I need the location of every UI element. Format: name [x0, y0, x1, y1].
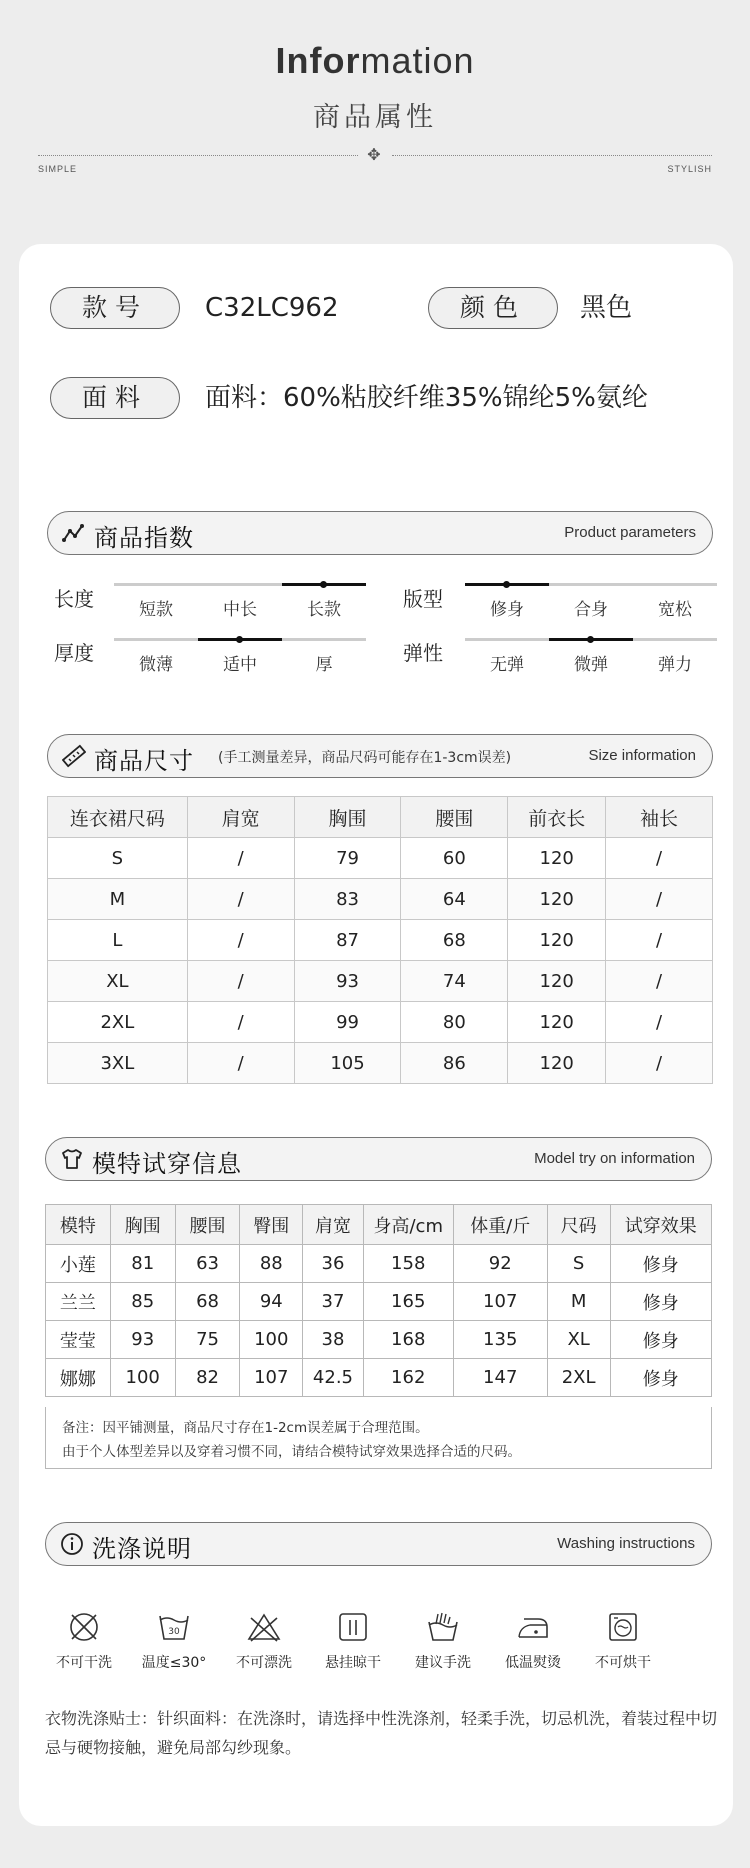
param-thickness-label: 厚度 — [54, 641, 94, 665]
wash-item-hand-wash — [403, 1610, 483, 1672]
cell: 107 — [240, 1359, 303, 1397]
size-note: (手工测量差异，商品尺码可能存在1-3cm误差) — [218, 750, 512, 766]
title-light: mation — [360, 40, 475, 81]
cell: 小莲 — [46, 1245, 111, 1283]
table-row — [48, 879, 713, 920]
cell: 娜娜 — [46, 1359, 111, 1397]
option: 长款 — [307, 600, 341, 620]
wash-title: 洗涤说明 — [92, 1535, 192, 1563]
cell: 38 — [303, 1321, 364, 1359]
header-cell: 胸围 — [294, 797, 401, 838]
header-cell: 身高/cm — [363, 1205, 453, 1245]
cell: 99 — [294, 1002, 401, 1043]
cell: 82 — [175, 1359, 240, 1397]
cell: 120 — [508, 1002, 606, 1043]
cell: 135 — [453, 1321, 547, 1359]
cell: M — [547, 1283, 610, 1321]
wash-label: 悬挂晾干 — [325, 1655, 381, 1671]
table-row — [48, 1002, 713, 1043]
option: 中长 — [223, 600, 257, 620]
cell: / — [606, 838, 713, 879]
option: 合身 — [574, 600, 608, 620]
params-en-title: Product parameters — [564, 524, 696, 541]
option: 适中 — [223, 655, 257, 675]
header-cell: 胸围 — [110, 1205, 175, 1245]
wash-item-temp — [134, 1610, 214, 1672]
cell: 79 — [294, 838, 401, 879]
option: 短款 — [139, 600, 173, 620]
cell: S — [547, 1245, 610, 1283]
wash-tips: 衣物洗涤贴士：针织面料：在洗涤时，请选择中性洗涤剂，轻柔手洗，切忌机洗，着装过程中切忌与硬物接触，避免局部勾纱现象。 — [45, 1709, 718, 1757]
option: 厚 — [315, 655, 333, 675]
tag-simple: SIMPLE — [38, 164, 78, 174]
cell: / — [187, 879, 294, 920]
cell: S — [48, 838, 188, 879]
cell: 165 — [363, 1283, 453, 1321]
cell: 修身 — [610, 1321, 712, 1359]
note-line-2: 由于个人体型差异以及穿着习惯不同，请结合模特试穿效果选择合适的尺码。 — [62, 1444, 521, 1460]
cell: / — [187, 1043, 294, 1084]
size-en-title: Size information — [588, 747, 696, 764]
wash-label: 建议手洗 — [415, 1655, 471, 1671]
wash-label: 不可烘干 — [595, 1655, 651, 1671]
option: 弹力 — [658, 655, 692, 675]
option: 微弹 — [574, 655, 608, 675]
cell: 92 — [453, 1245, 547, 1283]
fabric-value: 面料：60%粘胶纤维35%锦纶5%氨纶 — [205, 383, 648, 413]
wash-item-no-bleach — [224, 1610, 304, 1672]
tshirt-icon — [60, 1147, 84, 1171]
cell: 100 — [110, 1359, 175, 1397]
ruler-icon — [62, 744, 86, 768]
model-title: 模特试穿信息 — [92, 1150, 242, 1178]
selected-marker — [198, 638, 282, 641]
option: 无弹 — [490, 655, 524, 675]
cell: / — [187, 920, 294, 961]
cell: / — [606, 1043, 713, 1084]
divider-right — [392, 155, 712, 156]
model-table — [45, 1204, 712, 1397]
params-title: 商品指数 — [94, 524, 194, 552]
page-title — [0, 40, 750, 82]
option: 微薄 — [139, 655, 173, 675]
table-row — [46, 1321, 712, 1359]
cell: 2XL — [547, 1359, 610, 1397]
size-title: 商品尺寸 — [94, 747, 194, 775]
header-cell: 连衣裙尺码 — [48, 797, 188, 838]
table-row — [46, 1283, 712, 1321]
param-length-scale — [114, 583, 366, 620]
cell: / — [606, 879, 713, 920]
param-fit-scale — [465, 583, 717, 620]
selected-marker — [282, 583, 366, 586]
style-no-value: C32LC962 — [205, 293, 339, 323]
cell: 93 — [294, 961, 401, 1002]
table-row — [48, 920, 713, 961]
header-cell: 肩宽 — [303, 1205, 364, 1245]
cell: 莹莹 — [46, 1321, 111, 1359]
cell: 168 — [363, 1321, 453, 1359]
no-bleach-icon — [247, 1610, 281, 1644]
cell: 120 — [508, 838, 606, 879]
no-dry-clean-icon — [67, 1610, 101, 1644]
cell: 120 — [508, 1043, 606, 1084]
cell: L — [48, 920, 188, 961]
cell: 63 — [175, 1245, 240, 1283]
table-header-row — [46, 1205, 712, 1245]
cell: 107 — [453, 1283, 547, 1321]
wash-item-low-iron — [493, 1610, 573, 1672]
wash-en-title: Washing instructions — [557, 1535, 695, 1552]
cell: 85 — [110, 1283, 175, 1321]
hand-wash-icon — [426, 1610, 460, 1644]
divider-left — [38, 155, 358, 156]
cell: 37 — [303, 1283, 364, 1321]
header-cell: 尺码 — [547, 1205, 610, 1245]
wash-label: 不可干洗 — [56, 1655, 112, 1671]
cell: 147 — [453, 1359, 547, 1397]
wash-item-no-tumble-dry — [583, 1610, 663, 1672]
fabric-label: 面料 — [50, 377, 180, 419]
size-section-header — [47, 734, 713, 778]
cell: 158 — [363, 1245, 453, 1283]
table-row — [46, 1245, 712, 1283]
cell: 64 — [401, 879, 508, 920]
cell: 68 — [401, 920, 508, 961]
cell: XL — [547, 1321, 610, 1359]
cell: / — [187, 961, 294, 1002]
cell: 60 — [401, 838, 508, 879]
cell: 修身 — [610, 1283, 712, 1321]
wash-item-hang-dry — [313, 1610, 393, 1672]
cell: 94 — [240, 1283, 303, 1321]
title-bold: Infor — [275, 40, 361, 81]
header-cell: 肩宽 — [187, 797, 294, 838]
selected-marker — [465, 583, 549, 586]
table-row — [48, 1043, 713, 1084]
option: 宽松 — [658, 600, 692, 620]
wash-item-no-dry-clean — [44, 1610, 124, 1672]
cell: 74 — [401, 961, 508, 1002]
info-card — [19, 244, 733, 1826]
hang-dry-icon — [336, 1610, 370, 1644]
wash-label: 不可漂洗 — [236, 1655, 292, 1671]
page-subtitle: 商品属性 — [313, 102, 437, 133]
cross-ornament-icon: ✥ — [367, 145, 381, 164]
cell: 83 — [294, 879, 401, 920]
model-section-header — [45, 1137, 712, 1181]
trend-line-icon — [62, 521, 86, 545]
table-row — [48, 838, 713, 879]
param-elasticity-label: 弹性 — [403, 641, 443, 665]
header-cell: 腰围 — [401, 797, 508, 838]
param-thickness-scale — [114, 638, 366, 675]
info-circle-icon — [60, 1532, 84, 1556]
cell: / — [606, 920, 713, 961]
table-row — [46, 1359, 712, 1397]
size-table — [47, 796, 713, 1084]
wash-30-icon — [157, 1610, 191, 1644]
cell: / — [187, 1002, 294, 1043]
params-section-header — [47, 511, 713, 555]
cell: / — [187, 838, 294, 879]
cell: 修身 — [610, 1245, 712, 1283]
cell: 80 — [401, 1002, 508, 1043]
cell: 3XL — [48, 1043, 188, 1084]
header-cell: 体重/斤 — [453, 1205, 547, 1245]
low-iron-icon — [516, 1610, 550, 1644]
cell: 42.5 — [303, 1359, 364, 1397]
cell: M — [48, 879, 188, 920]
table-row — [48, 961, 713, 1002]
cell: 87 — [294, 920, 401, 961]
cell: 100 — [240, 1321, 303, 1359]
cell: 36 — [303, 1245, 364, 1283]
header-cell: 试穿效果 — [610, 1205, 712, 1245]
cell: XL — [48, 961, 188, 1002]
wash-label: 温度≤30° — [141, 1655, 207, 1671]
cell: / — [606, 1002, 713, 1043]
wash-label: 低温熨烫 — [505, 1655, 561, 1671]
model-en-title: Model try on information — [534, 1150, 695, 1167]
option: 修身 — [490, 600, 524, 620]
cell: / — [606, 961, 713, 1002]
wash-section-header — [45, 1522, 712, 1566]
cell: 120 — [508, 920, 606, 961]
style-no-label: 款号 — [50, 287, 180, 329]
header-cell: 腰围 — [175, 1205, 240, 1245]
page-header — [0, 0, 750, 230]
param-fit-label: 版型 — [403, 587, 443, 611]
param-length-label: 长度 — [54, 587, 94, 611]
model-note — [45, 1407, 712, 1469]
cell: 75 — [175, 1321, 240, 1359]
cell: 120 — [508, 961, 606, 1002]
no-tumble-dry-icon — [606, 1610, 640, 1644]
header-cell: 模特 — [46, 1205, 111, 1245]
color-value: 黑色 — [580, 293, 633, 323]
header-cell: 臀围 — [240, 1205, 303, 1245]
cell: 81 — [110, 1245, 175, 1283]
cell: 兰兰 — [46, 1283, 111, 1321]
cell: 修身 — [610, 1359, 712, 1397]
cell: 162 — [363, 1359, 453, 1397]
cell: 86 — [401, 1043, 508, 1084]
param-elasticity-scale — [465, 638, 717, 675]
header-cell: 前衣长 — [508, 797, 606, 838]
temp-badge: 30 — [168, 1627, 180, 1637]
tag-stylish: STYLISH — [667, 164, 712, 174]
note-line-1: 备注：因平铺测量，商品尺寸存在1-2cm误差属于合理范围。 — [62, 1420, 429, 1436]
cell: 88 — [240, 1245, 303, 1283]
cell: 2XL — [48, 1002, 188, 1043]
cell: 93 — [110, 1321, 175, 1359]
selected-marker — [549, 638, 633, 641]
header-cell: 袖长 — [606, 797, 713, 838]
cell: 68 — [175, 1283, 240, 1321]
cell: 105 — [294, 1043, 401, 1084]
cell: 120 — [508, 879, 606, 920]
table-header-row — [48, 797, 713, 838]
color-label: 颜色 — [428, 287, 558, 329]
